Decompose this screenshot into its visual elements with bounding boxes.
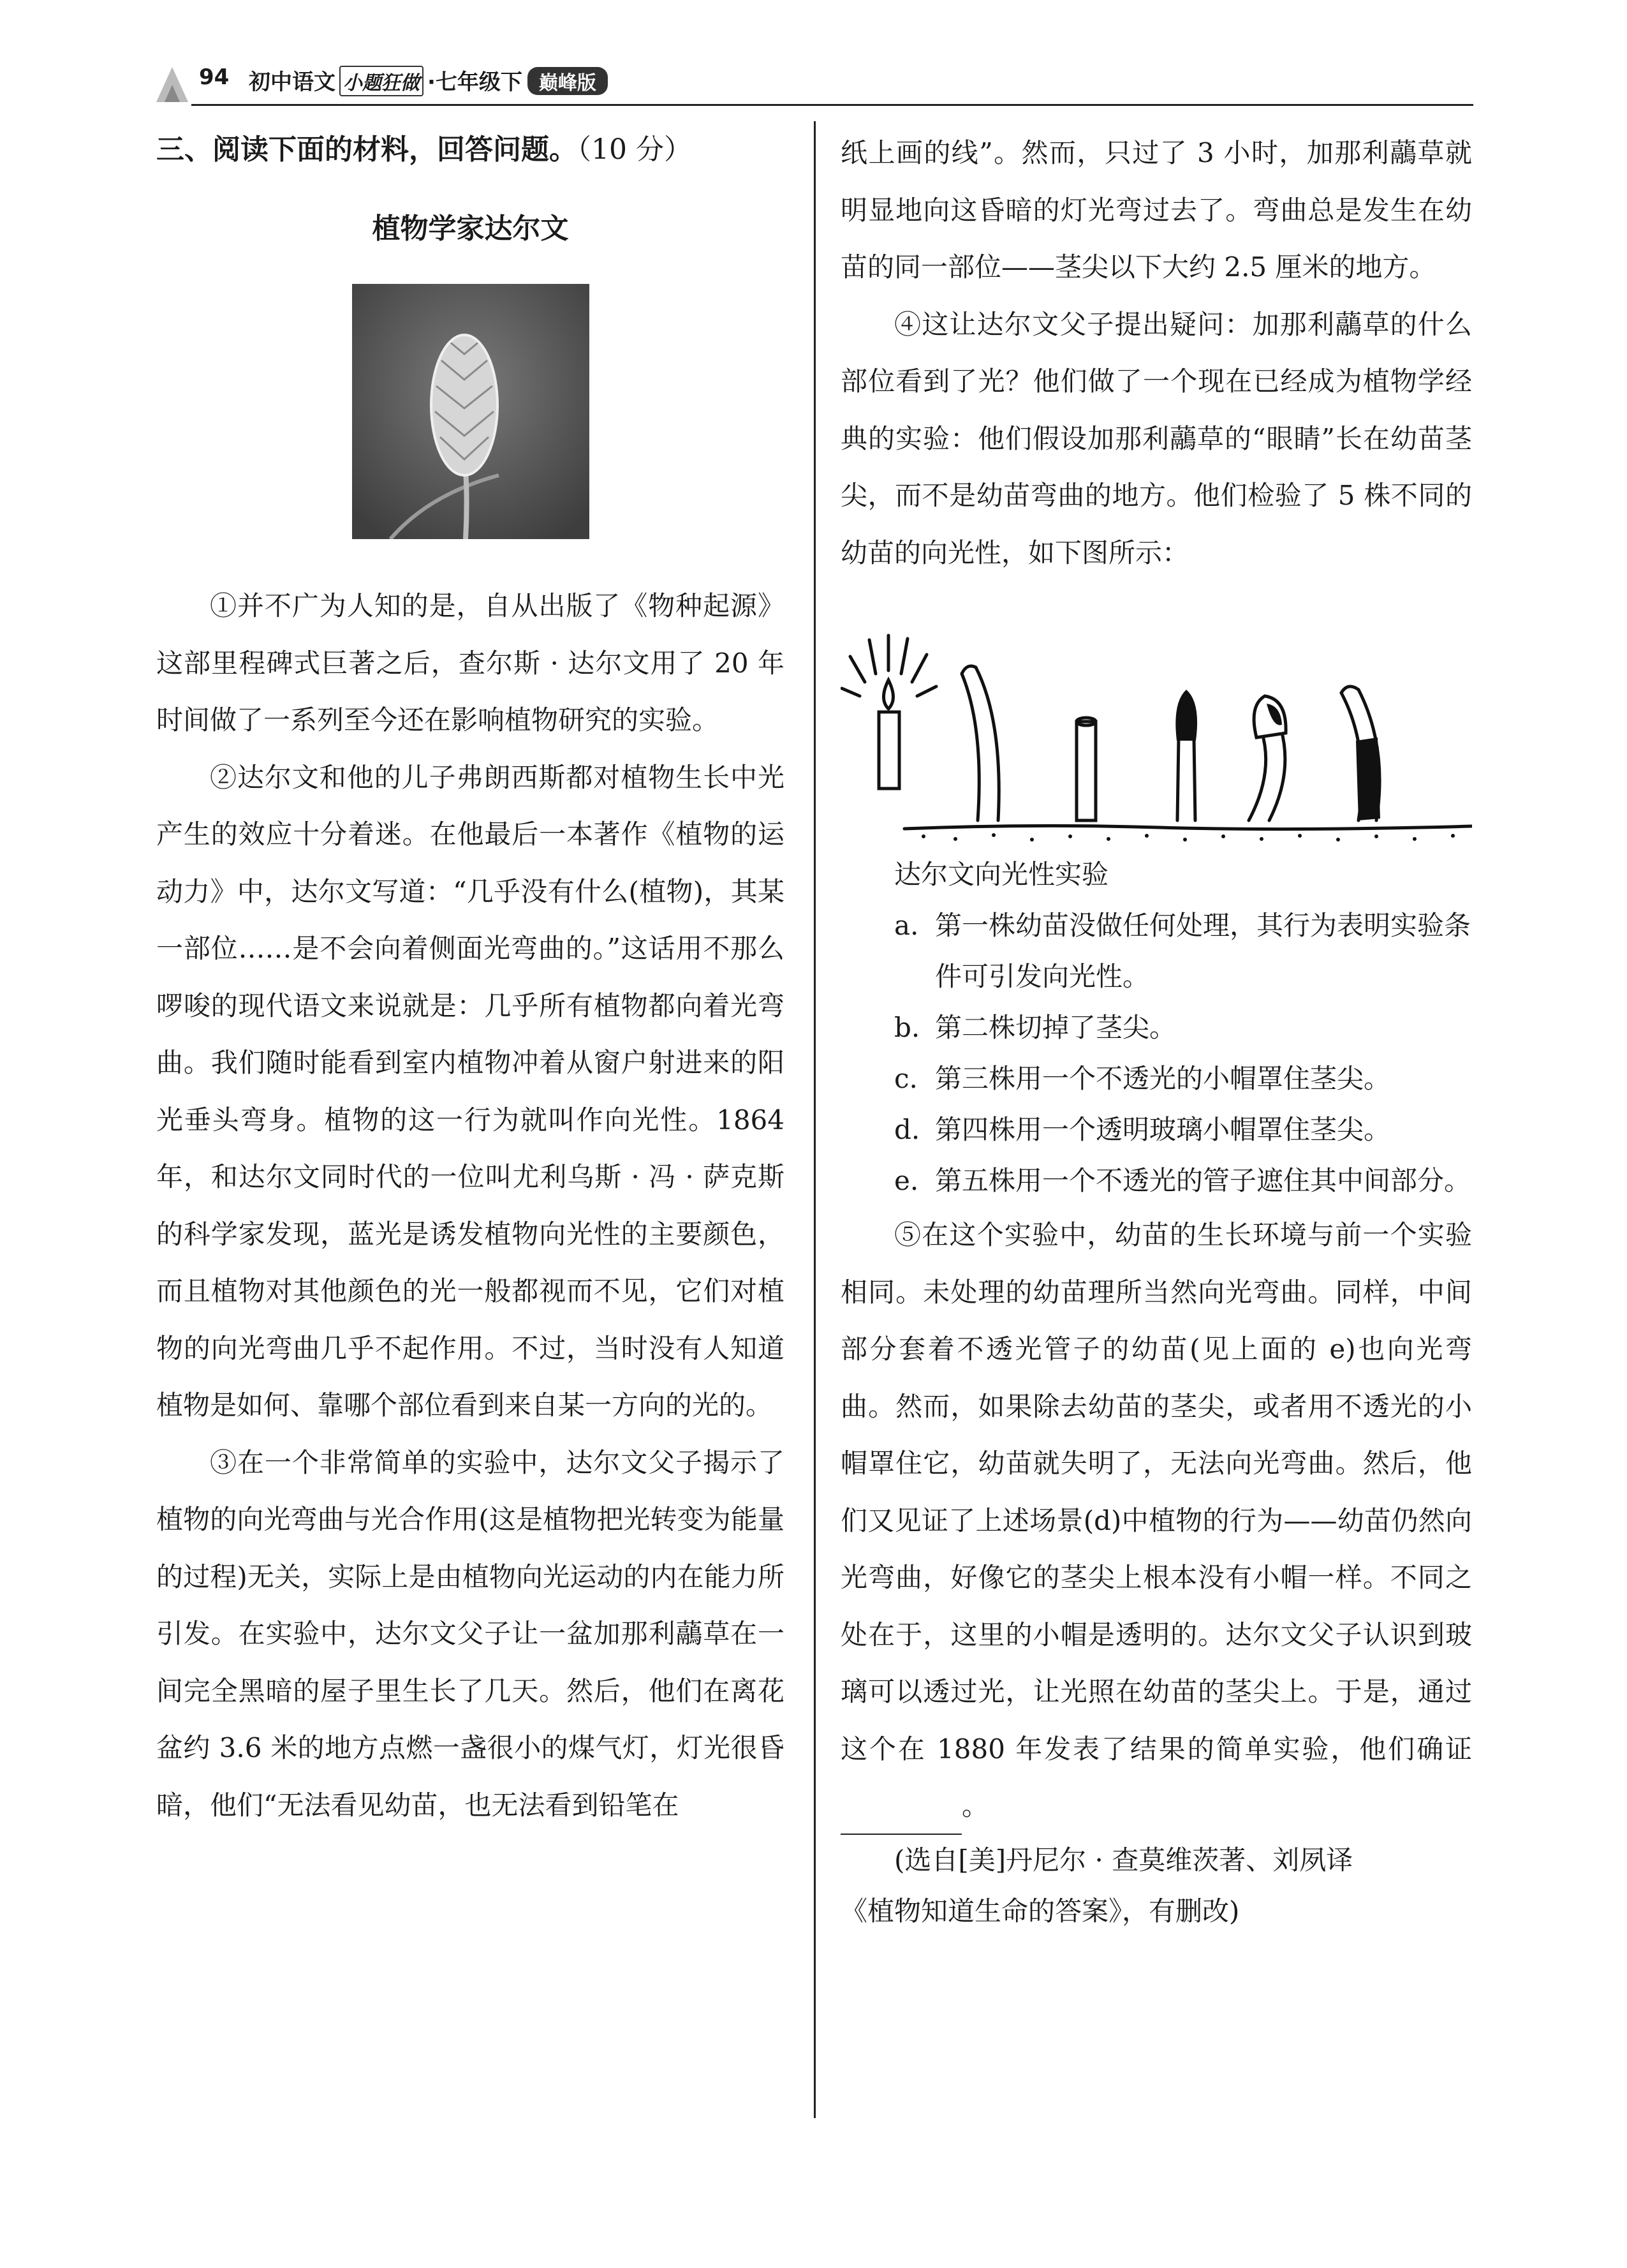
paragraph-4: ④这让达尔文父子提出疑问：加那利虉草的什么部位看到了光？他们做了一个现在已经成为植物学经典的实验：他们假设加那利虉草的“眼睛”长在幼苗茎尖，而不是幼苗弯曲的地方。他们检验了 5 株不同的幼苗的向光性，如下图所示： bbox=[841, 308, 1472, 568]
list-item bbox=[833, 900, 1472, 1002]
question-text: 三、阅读下面的材料，回答问题。 bbox=[156, 133, 577, 166]
list-item-text: 第四株用一个透明玻璃小帽罩住茎尖。 bbox=[935, 1114, 1391, 1145]
paragraph-3: ③在一个非常简单的实验中，达尔文父子揭示了植物的向光弯曲与光合作用(这是植物把光转变为能量的过程)无关，实际上是由植物向光运动的内在能力所引发。在实验中，达尔文父子让一盆加那利虉草在一间完全黑暗的屋子里生长了几天。然后，他们在离花盆约 3.6 米的地方点燃一盏很小的煤气灯，灯光很昏暗，他们“无法看见幼苗，也无法看到铅笔在 bbox=[156, 1446, 784, 1821]
paragraph-3-continued: 纸上画的线”。然而，只过了 3 小时，加那利虉草就明显地向这昏暗的灯光弯过去了。弯曲总是发生在幼苗的同一部位——茎尖以下大约 2.5 厘米的地方。 bbox=[841, 137, 1472, 283]
list-item-label: c. bbox=[894, 1063, 918, 1094]
question-heading bbox=[156, 131, 784, 169]
list-item bbox=[833, 1053, 1472, 1104]
list-item-text: 第五株用一个不透光的管子遮住其中间部分。 bbox=[935, 1165, 1471, 1196]
list-item-label: b. bbox=[894, 1012, 920, 1043]
right-column bbox=[841, 124, 1472, 1937]
article-title: 植物学家达尔文 bbox=[372, 212, 569, 245]
header-triangle-icon bbox=[153, 61, 191, 105]
list-item bbox=[833, 1155, 1472, 1206]
list-item-label: e. bbox=[894, 1165, 919, 1196]
list-item bbox=[833, 1002, 1472, 1053]
book-title: 初中语文 bbox=[249, 70, 335, 95]
list-item-text: 第一株幼苗没做任何处理，其行为表明实验条件可引发向光性。 bbox=[935, 910, 1471, 992]
paragraph-5-text: ⑤在这个实验中，幼苗的生长环境与前一个实验相同。未处理的幼苗理所当然向光弯曲。同样，中间部分套着不透光管子的幼苗(见上面的 e)也向光弯曲。然而，如果除去幼苗的茎尖，或者用不透光的小帽罩住它，幼苗就失明了，无法向光弯曲。然后，他们又见证了上述场景(d)中植物的行为——幼苗仍然向光弯曲，好像它的茎尖上根本没有小帽一样。不同之处在于，这里的小帽是透明的。达尔文父子认识到玻璃可以透过光，让光照在幼苗的茎尖上。于是，通过这个在 1880 年发表了结果的简单实验，他们确证 bbox=[841, 1219, 1472, 1765]
plant-photo bbox=[352, 284, 589, 539]
left-column bbox=[156, 124, 784, 1834]
list-item bbox=[833, 1104, 1472, 1155]
list-item-text: 第三株用一个不透光的小帽罩住茎尖。 bbox=[935, 1063, 1391, 1094]
column-divider bbox=[814, 121, 816, 2118]
list-item-label: d. bbox=[894, 1114, 920, 1145]
source-citation-line-1: (选自[美]丹尼尔 · 查莫维茨著、刘夙译 bbox=[894, 1844, 1353, 1876]
paragraph-5-end: 。 bbox=[962, 1790, 989, 1821]
list-item-text: 第二株切掉了茎尖。 bbox=[935, 1012, 1177, 1043]
paragraph-5 bbox=[841, 1206, 1472, 1835]
brand-logo: 小题狂做 bbox=[339, 66, 423, 96]
page-number: 94 bbox=[199, 64, 230, 90]
source-citation-line-2: 《植物知道生命的答案》，有删改) bbox=[841, 1895, 1240, 1927]
question-score: （10 分） bbox=[577, 133, 692, 166]
header-rule bbox=[191, 104, 1473, 106]
grade-label: 七年级下 bbox=[435, 70, 522, 95]
paragraph-1: ①并不广为人知的是，自从出版了《物种起源》这部里程碑式巨著之后，查尔斯 · 达尔文用了 20 年时间做了一系列至今还在影响植物研究的实验。 bbox=[156, 590, 784, 736]
phototropism-figure bbox=[841, 581, 1472, 849]
page-header bbox=[153, 61, 791, 105]
answer-blank[interactable] bbox=[841, 1808, 962, 1835]
paragraph-2: ②达尔文和他的儿子弗朗西斯都对植物生长中光产生的效应十分着迷。在他最后一本著作《植物的运动力》中，达尔文写道：“几乎没有什么(植物)，其某一部位……是不会向着侧面光弯曲的。”这话用不那么啰唆的现代语文来说就是：几乎所有植物都向着光弯曲。我们随时能看到室内植物冲着从窗户射进来的阳光垂头弯身。植物的这一行为就叫作向光性。1864 年，和达尔文同时代的一位叫尤利乌斯 · 冯 · 萨克斯的科学家发现，蓝光是诱发植物向光性的主要颜色，而且植物对其他颜色的光一般都视而不见，它们对植物的向光弯曲几乎不起作用。不过，当时没有人知道植物是如何、靠哪个部位看到来自某一方向的光的。 bbox=[156, 761, 784, 1421]
figure-caption: 达尔文向光性实验 bbox=[894, 859, 1109, 890]
header-separator: · bbox=[427, 70, 436, 95]
experiment-list bbox=[841, 900, 1472, 1206]
book-title-line bbox=[249, 64, 608, 96]
list-item-label: a. bbox=[894, 910, 919, 941]
edition-badge: 巅峰版 bbox=[527, 67, 608, 95]
